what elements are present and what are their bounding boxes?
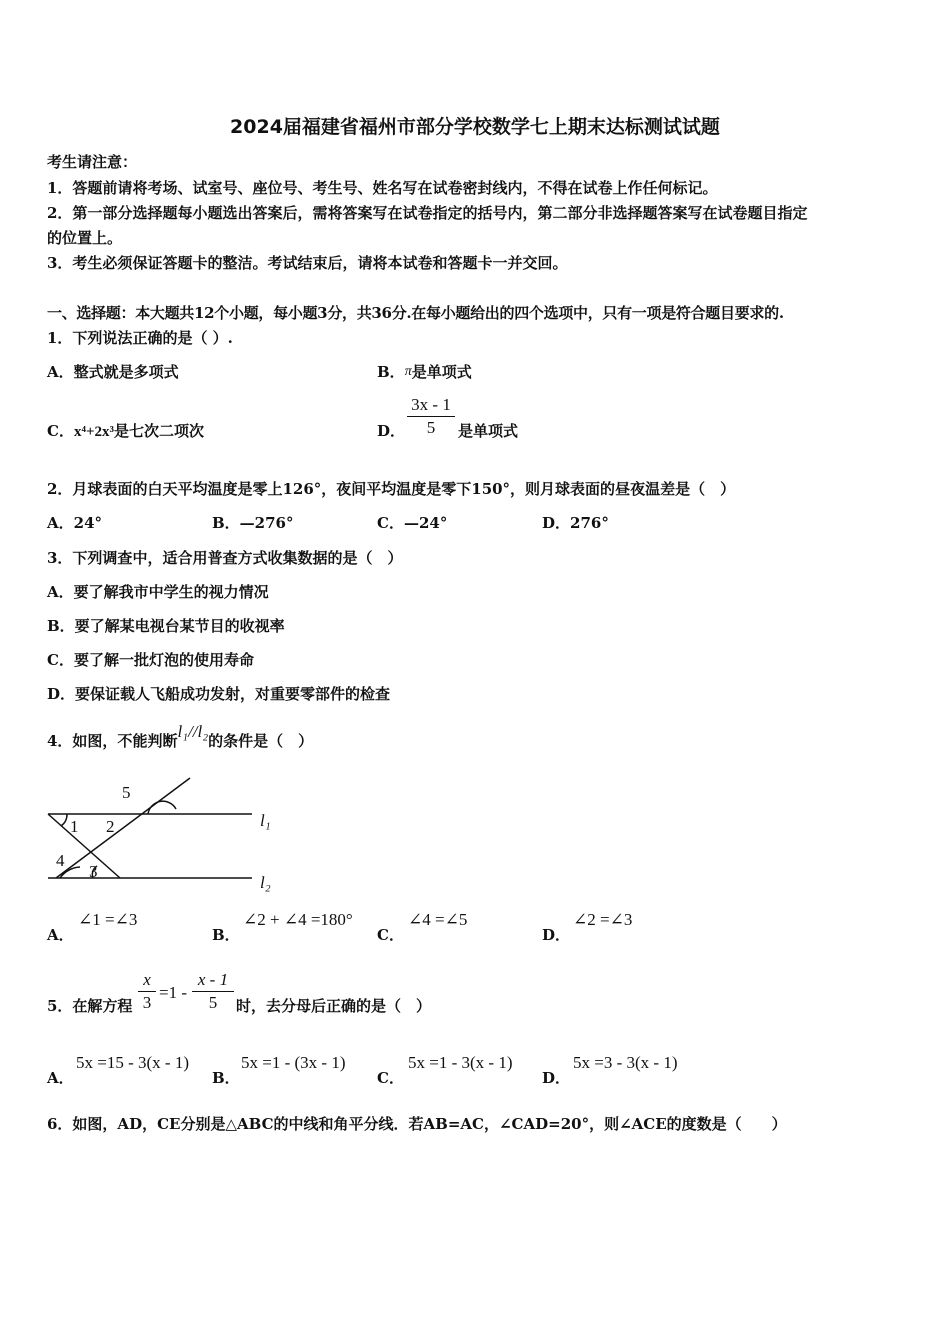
q4-stem-math: l₁//l₂ [177, 722, 209, 741]
q2-option-a[interactable]: A．24° [47, 514, 103, 532]
q5-rhs-fraction [192, 969, 234, 1014]
q1-option-d-text: 是单项式 [458, 422, 519, 440]
q5-lhs-denominator: 3 [142, 993, 152, 1012]
q1-option-d-label[interactable]: D． [377, 422, 406, 440]
q5-option-d-label[interactable]: D． [542, 1069, 571, 1087]
q5-lhs-numerator: x [138, 969, 156, 992]
angle-label-5: 5 [122, 783, 131, 802]
q4-option-d-label[interactable]: D． [542, 926, 571, 944]
q1-d-denominator: 5 [426, 418, 436, 437]
q3-option-a[interactable]: A．要了解我市中学生的视力情况 [47, 583, 269, 601]
q6-stem: 6．如图，AD，CE分别是△ABC的中线和角平分线．若AB=AC，∠CAD=20°，则∠ACE的度数是（ ） [47, 1115, 787, 1133]
page-title: 2024届福建省福州市部分学校数学七上期末达标测试试题 [230, 116, 720, 138]
section-heading: 一、选择题：本大题共12个小题，每小题3分，共36分.在每小题给出的四个选项中，只有一项是符合题目要求的. [47, 304, 784, 322]
q4-option-c-label[interactable]: C． [377, 926, 404, 944]
q5-option-b-math: 5x =1 - (3x - 1) [241, 1053, 346, 1072]
q4-stem-pre: 4．如图，不能判断 [47, 732, 178, 750]
q1-option-d-fraction [407, 394, 455, 439]
arc-angle-5 [148, 801, 176, 814]
arc-angle-1 [61, 814, 67, 826]
q5-stem-pre: 5．在解方程 [47, 997, 133, 1015]
notice-item-1: 1．答题前请将考场、试室号、座位号、考生号、姓名写在试卷密封线内，不得在试卷上作任何标记。 [47, 179, 718, 197]
q1-option-b-label: B． [377, 363, 405, 381]
q3-stem: 3．下列调查中，适合用普查方式收集数据的是（ ） [47, 549, 403, 567]
q5-lhs-fraction [138, 969, 156, 1014]
q3-option-b[interactable]: B．要了解某电视台某节目的收视率 [47, 617, 285, 635]
notice-item-2: 2．第一部分选择题每小题选出答案后，需将答案写在试卷指定的括号内，第二部分非选择题答案写在试卷题目指定 [47, 204, 808, 222]
q1-option-b[interactable] [377, 362, 472, 382]
q2-option-b[interactable]: B．—276° [212, 514, 294, 532]
q1-option-b-text: 是单项式 [411, 363, 472, 381]
q3-option-c[interactable]: C．要了解一批灯泡的使用寿命 [47, 651, 254, 669]
notice-heading: 考生请注意： [47, 153, 138, 171]
notice-item-3: 3．考生必须保证答题卡的整洁。考试结束后，请将本试卷和答题卡一并交回。 [47, 254, 568, 272]
angle-label-1: 1 [70, 817, 79, 836]
angle-label-4: 4 [56, 851, 65, 870]
line-label-l1: l₁ [260, 811, 271, 830]
q1-option-c[interactable] [47, 421, 204, 442]
q1-stem: 1．下列说法正确的是（ ）. [47, 329, 233, 347]
angle-label-2: 2 [106, 817, 115, 836]
q5-option-b-label[interactable]: B． [212, 1069, 240, 1087]
q1-option-a[interactable]: A．整式就是多项式 [47, 363, 179, 381]
q2-option-c[interactable]: C．—24° [377, 514, 448, 532]
q4-stem [47, 722, 314, 751]
q5-rhs-numerator: x - 1 [192, 969, 234, 992]
angle-label-3: 3 [89, 862, 98, 881]
q1-option-c-label: C． [47, 422, 74, 440]
q4-option-a-math: ∠1 =∠3 [78, 910, 138, 929]
q5-option-d-math: 5x =3 - 3(x - 1) [573, 1053, 678, 1072]
q5-option-a-math: 5x =15 - 3(x - 1) [76, 1053, 189, 1072]
pi-symbol: π [404, 364, 412, 379]
line-label-l2: l₂ [260, 873, 271, 892]
q1-option-c-math: x⁴+2x³ [73, 424, 114, 440]
q4-option-b-math: ∠2 + ∠4 =180° [243, 910, 353, 929]
q5-rhs-denominator: 5 [208, 993, 218, 1012]
q1-option-c-text: 是七次二项次 [114, 422, 205, 440]
q4-stem-post: 的条件是（ ） [208, 732, 314, 750]
q4-option-a-label[interactable]: A． [47, 926, 74, 944]
parallel-lines-figure [40, 770, 290, 895]
q3-option-d[interactable]: D．要保证载人飞船成功发射，对重要零部件的检查 [47, 685, 391, 703]
q5-option-c-math: 5x =1 - 3(x - 1) [408, 1053, 513, 1072]
q4-option-b-label[interactable]: B． [212, 926, 240, 944]
q5-equals: =1 - [159, 983, 187, 1002]
q5-option-c-label[interactable]: C． [377, 1069, 404, 1087]
q2-stem: 2．月球表面的白天平均温度是零上126°，夜间平均温度是零下150°，则月球表面的昼夜温差是（ ） [47, 480, 736, 498]
notice-item-2-cont: 的位置上。 [47, 229, 123, 247]
q1-d-numerator: 3x - 1 [407, 394, 455, 417]
q5-stem-post: 时，去分母后正确的是（ ） [236, 997, 432, 1015]
q5-option-a-label[interactable]: A． [47, 1069, 74, 1087]
q4-option-d-math: ∠2 =∠3 [573, 910, 633, 929]
q4-option-c-math: ∠4 =∠5 [408, 910, 468, 929]
q2-option-d[interactable]: D．276° [542, 514, 609, 532]
